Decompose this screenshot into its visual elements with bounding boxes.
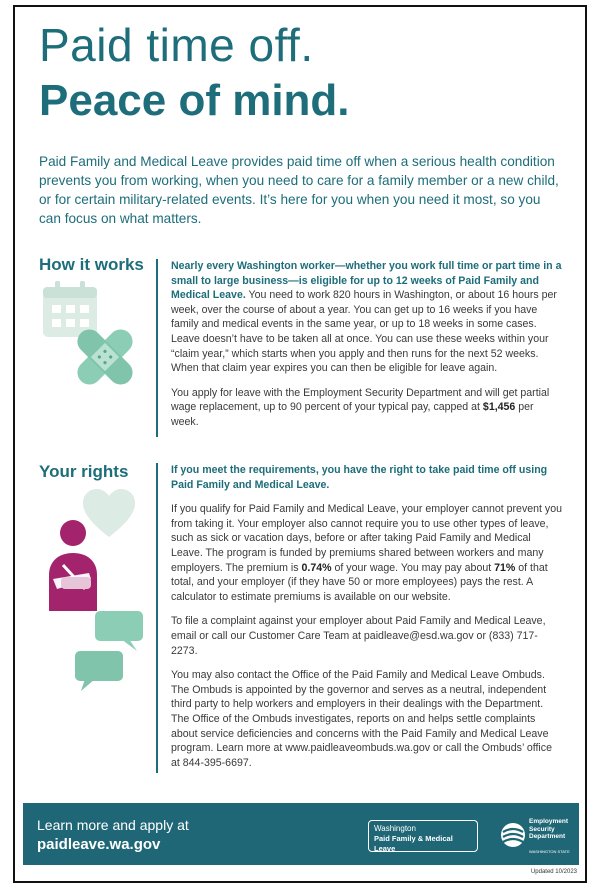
- chat-bubble-icon: [73, 649, 125, 693]
- title-line-2: Peace of mind.: [39, 76, 350, 125]
- esd-logo-icon: [499, 822, 527, 848]
- footer-banner: [23, 803, 579, 865]
- page-frame: [13, 5, 587, 883]
- pfml-logo-name: Paid Family & Medical Leave: [374, 834, 453, 853]
- your-rights-lead: If you meet the requirements, you have the right to take paid time off using Paid Family and Medical Leave.: [171, 464, 548, 491]
- how-it-works-para1: You need to work 820 hours in Washington, or about 16 hours per week, over the course of about a year. You can get up to 16 weeks if you have family and medical events in the same year, or up to 18 weeks in some cases. Leave doesn’t have to be taken all at once. You can use these weeks within your “claim year,” which starts when you apply and then runs for the next 52 weeks. When that claim year expires you can then be eligible for leave again.: [171, 289, 557, 375]
- your-rights-para1-a: If you qualify for Paid Family and Medical Leave, your employer cannot prevent you from taking it. Your employer also cannot require you to use other types of leave, such as sick or vacation days, before or after taking Paid Family and Medical Leave. The program is funded by premiums shared between workers and many employers. The premium is: [171, 503, 562, 574]
- your-rights-para1-b: of your wage. You may pay about: [331, 561, 495, 574]
- footer-url-link[interactable]: paidleave.wa.gov: [37, 836, 161, 853]
- title-line-1: Paid time off.: [39, 19, 314, 71]
- premium-rate: 0.74%: [301, 561, 332, 574]
- worker-share: 71%: [494, 561, 516, 574]
- person-with-sling-icon: [43, 519, 107, 611]
- esd-logo-line1: Employment: [529, 818, 569, 825]
- esd-logo: [495, 816, 575, 856]
- pfml-logo: [368, 820, 478, 852]
- how-it-works-heading: How it works: [39, 255, 144, 274]
- how-it-works-para2-start: You apply for leave with the Employment Security Department and will get partial wage replacement, up to 90 percent of your typical pay, capped at: [171, 386, 550, 414]
- section-divider: [156, 463, 158, 773]
- how-it-works-para2-end: per week.: [171, 401, 534, 428]
- esd-logo-line2: Security: [529, 825, 555, 833]
- how-it-works-body: [171, 259, 563, 440]
- your-rights-para1-c: of that total, and your employer (if they have 50 or more employees) pays the rest. A calculator to estimate premiums is available on our website.: [171, 561, 548, 603]
- chat-bubble-icon: [93, 609, 145, 653]
- your-rights-para2: To file a complaint against your employer about Paid Family and Medical Leave, email or call our Customer Care Team at paidleave@esd.wa.gov or (833) 717-2273.: [171, 615, 546, 657]
- footer-learn-more: Learn more and apply at: [37, 817, 189, 833]
- section-divider: [156, 259, 158, 437]
- your-rights-heading: Your rights: [39, 462, 129, 481]
- your-rights-body: [171, 463, 563, 780]
- how-it-works-lead: Nearly every Washington worker—whether you work full time or part time in a small to large business—is eligible for up to 12 weeks of Paid Family and Medical Leave.: [171, 260, 562, 302]
- pfml-logo-state: Washington: [374, 824, 416, 833]
- esd-logo-state: WASHINGTON STATE: [529, 849, 570, 854]
- intro-paragraph: Paid Family and Medical Leave provides paid time off when a serious health condition prevents you from working, when you need to care for a family member or a new child, or for certain military-related events. It’s here for you when you need it most, so you can focus on what matters.: [39, 154, 559, 226]
- esd-logo-line3: Department: [529, 833, 566, 840]
- benefit-cap-amount: $1,456: [482, 401, 516, 414]
- updated-date: Updated 10/2023: [530, 869, 577, 875]
- bandage-icon: [73, 325, 137, 389]
- your-rights-para3: You may also contact the Office of the Paid Family and Medical Leave Ombuds. The Ombuds is appointed by the governor and serves as a neutral, independent third party to help workers and employers in their dealings with the Department. The Office of the Ombuds investigates, reports on and helps settle complaints about service deficiencies and concerns with the Paid Family and Medical Leave program. Learn more at www.paidleaveombuds.wa.gov or call the Ombuds’ office at 844-395-6697.: [171, 669, 552, 769]
